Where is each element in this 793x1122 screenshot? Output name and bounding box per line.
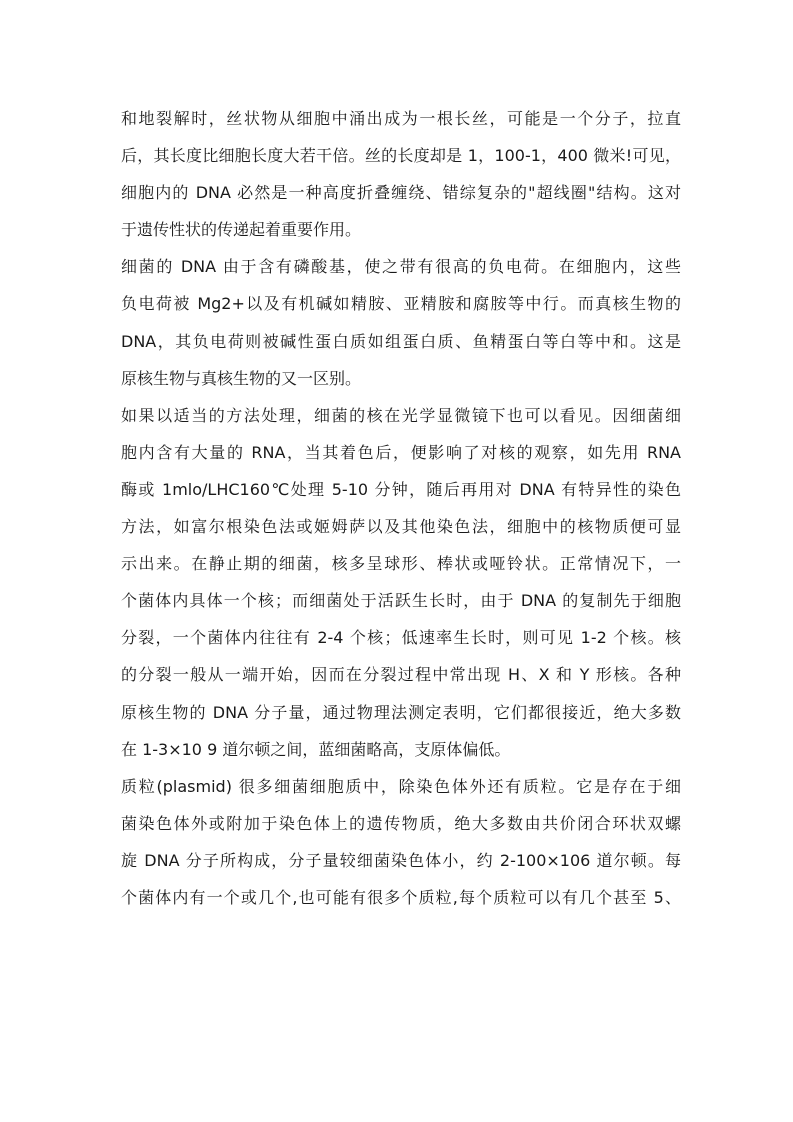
text-line: 旋 DNA 分子所构成，分子量较细菌染色体小，约 2-100×106 道尔顿。每 (121, 850, 681, 870)
text-line: 如果以适当的方法处理，细菌的核在光学显微镜下也可以看见。因细菌细 (121, 405, 681, 425)
body-text (121, 100, 681, 916)
text-line: 细胞内的 DNA 必然是一种高度折叠缠绕、错综复杂的"超线圈"结构。这对 (121, 183, 681, 203)
text-line: 个菌体内有一个或几个,也可能有很多个质粒,每个质粒可以有几个甚至 5、 (121, 887, 681, 907)
text-line: 质粒(plasmid) 很多细菌细胞质中，除染色体外还有质粒。它是存在于细 (121, 776, 681, 796)
text-line: 分裂，一个菌体内往往有 2-4 个核；低速率生长时，则可见 1-2 个核。核 (121, 628, 681, 648)
paragraph-4 (121, 768, 681, 916)
text-line: DNA，其负电荷则被碱性蛋白质如组蛋白质、鱼精蛋白等白等中和。这是 (121, 331, 681, 351)
paragraph-1 (121, 100, 681, 248)
text-line: 负电荷被 Mg2+以及有机碱如精胺、亚精胺和腐胺等中行。而真核生物的 (121, 294, 681, 314)
text-line: 细菌的 DNA 由于含有磷酸基，使之带有很高的负电荷。在细胞内，这些 (121, 257, 681, 277)
text-line: 于遗传性状的传递起着重要作用。 (121, 220, 362, 240)
text-line: 酶或 1mlo/LHC160℃处理 5-10 分钟，随后再用对 DNA 有特异性的染色 (121, 479, 681, 499)
text-line: 示出来。在静止期的细菌，核多呈球形、棒状或哑铃状。正常情况下，一 (121, 554, 681, 574)
text-line: 原核生物的 DNA 分子量，通过物理法测定表明，它们都很接近，绝大多数 (121, 702, 681, 722)
text-line: 在 1-3×10 9 道尔顿之间，蓝细菌略高，支原体偏低。 (121, 739, 511, 759)
text-line: 的分裂一般从一端开始，因而在分裂过程中常出现 H、X 和 Y 形核。各种 (121, 665, 681, 685)
text-line: 原核生物与真核生物的又一区别。 (121, 368, 362, 388)
text-line: 菌染色体外或附加于染色体上的遗传物质，绝大多数由共价闭合环状双螺 (121, 813, 681, 833)
text-line: 胞内含有大量的 RNA，当其着色后，便影响了对核的观察，如先用 RNA (121, 442, 681, 462)
text-line: 方法，如富尔根染色法或姬姆萨以及其他染色法，细胞中的核物质便可显 (121, 517, 681, 537)
text-line: 后，其长度比细胞长度大若干倍。丝的长度却是 1，100-1，400 微米!可见， (121, 146, 681, 166)
text-line: 个菌体内具体一个核；而细菌处于活跃生长时，由于 DNA 的复制先于细胞 (121, 591, 681, 611)
text-line: 和地裂解时，丝状物从细胞中涌出成为一根长丝，可能是一个分子，拉直 (121, 109, 681, 128)
paragraph-2 (121, 248, 681, 396)
paragraph-3 (121, 397, 681, 768)
